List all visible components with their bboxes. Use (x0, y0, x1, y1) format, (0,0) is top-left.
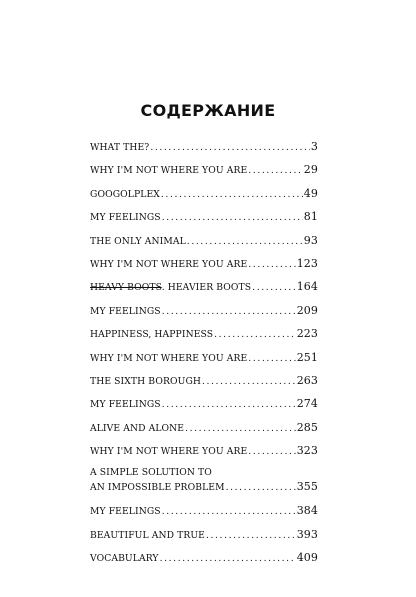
toc-entry-page: 3 (310, 140, 318, 153)
toc-entry-page: 164 (296, 280, 318, 294)
toc-entry-page: 29 (303, 163, 318, 177)
toc-entry-title: ALIVE AND ALONE (90, 422, 185, 434)
toc-entry-title-line1: A SIMPLE SOLUTION TO (90, 467, 212, 479)
toc-entry-title: GOOGOLPLEX (90, 188, 160, 200)
dot-leader (202, 377, 296, 388)
toc-entry (90, 529, 318, 552)
toc-entry-title: THE SIXTH BOROUGH (90, 375, 201, 387)
table-of-contents (90, 141, 318, 576)
dot-leader (160, 554, 296, 565)
toc-entry-line2 (90, 481, 318, 494)
toc-entry-page: 384 (296, 504, 318, 518)
toc-entry-page: 409 (296, 551, 318, 565)
toc-entry-page: 393 (296, 527, 318, 541)
toc-entry-page: 263 (296, 373, 318, 387)
toc-entry-title (90, 283, 251, 294)
toc-entry (90, 352, 318, 375)
toc-entry-page: 285 (296, 420, 318, 434)
dot-leader (185, 424, 296, 435)
toc-entry (90, 445, 318, 468)
toc-entry-page: 81 (303, 210, 318, 224)
toc-entry-page: 223 (296, 327, 318, 341)
toc-entry-page: 323 (296, 444, 318, 458)
dot-leader (162, 507, 296, 518)
toc-entry-page: 209 (296, 303, 318, 317)
toc-entry-title: WHY I'M NOT WHERE YOU ARE (90, 446, 248, 458)
toc-entry-page: 49 (303, 186, 318, 200)
toc-entry-page: 93 (303, 233, 318, 247)
dot-leader (248, 260, 295, 271)
toc-entry-title: THE ONLY ANIMAL (90, 235, 186, 247)
dot-leader (150, 143, 310, 154)
dot-leader (248, 166, 303, 177)
toc-entry-title: HAPPINESS, HAPPINESS (90, 329, 214, 341)
dot-leader (161, 190, 303, 201)
toc-entry-title: VOCABULARY (90, 553, 159, 565)
dot-leader (187, 237, 303, 248)
toc-entry-page: 274 (296, 397, 318, 411)
toc-entry (90, 188, 318, 211)
toc-entry-page: 251 (296, 350, 318, 364)
title-text: . HEAVIER BOOTS (161, 282, 252, 294)
toc-entry-title: WHAT THE? (90, 142, 150, 153)
toc-entry (90, 468, 318, 505)
toc-entry (90, 258, 318, 281)
toc-entry (90, 211, 318, 234)
dot-leader (206, 531, 296, 542)
dot-leader (248, 354, 295, 365)
toc-entry (90, 328, 318, 351)
toc-entry (90, 552, 318, 575)
dot-leader (226, 483, 296, 494)
toc-entry-title: MY FEELINGS (90, 399, 161, 411)
toc-entry (90, 505, 318, 528)
toc-entry (90, 164, 318, 187)
toc-entry-title: MY FEELINGS (90, 506, 161, 518)
dot-leader (248, 447, 295, 458)
toc-entry-title: WHY I'M NOT WHERE YOU ARE (90, 165, 248, 177)
toc-entry (90, 235, 318, 258)
dot-leader (162, 400, 296, 411)
toc-entry (90, 281, 318, 304)
toc-entry-title: WHY I'M NOT WHERE YOU ARE (90, 258, 248, 270)
dot-leader (214, 330, 296, 341)
toc-entry-page: 355 (296, 480, 318, 494)
toc-entry-title: BEAUTIFUL AND TRUE (90, 529, 205, 541)
toc-entry (90, 422, 318, 445)
toc-entry (90, 305, 318, 328)
toc-entry-title: MY FEELINGS (90, 212, 161, 224)
toc-entry (90, 375, 318, 398)
toc-entry (90, 141, 318, 164)
dot-leader (162, 213, 303, 224)
toc-entry-title: WHY I'M NOT WHERE YOU ARE (90, 352, 248, 364)
dot-leader (162, 307, 296, 318)
struck-title-text: HEAVY BOOTS (90, 282, 162, 294)
toc-entry-title: MY FEELINGS (90, 305, 161, 317)
page-title: СОДЕРЖАНИЕ (140, 101, 276, 120)
toc-entry-page: 123 (296, 256, 318, 270)
dot-leader (252, 283, 296, 294)
toc-entry (90, 398, 318, 421)
toc-entry-title: AN IMPOSSIBLE PROBLEM (90, 482, 225, 494)
